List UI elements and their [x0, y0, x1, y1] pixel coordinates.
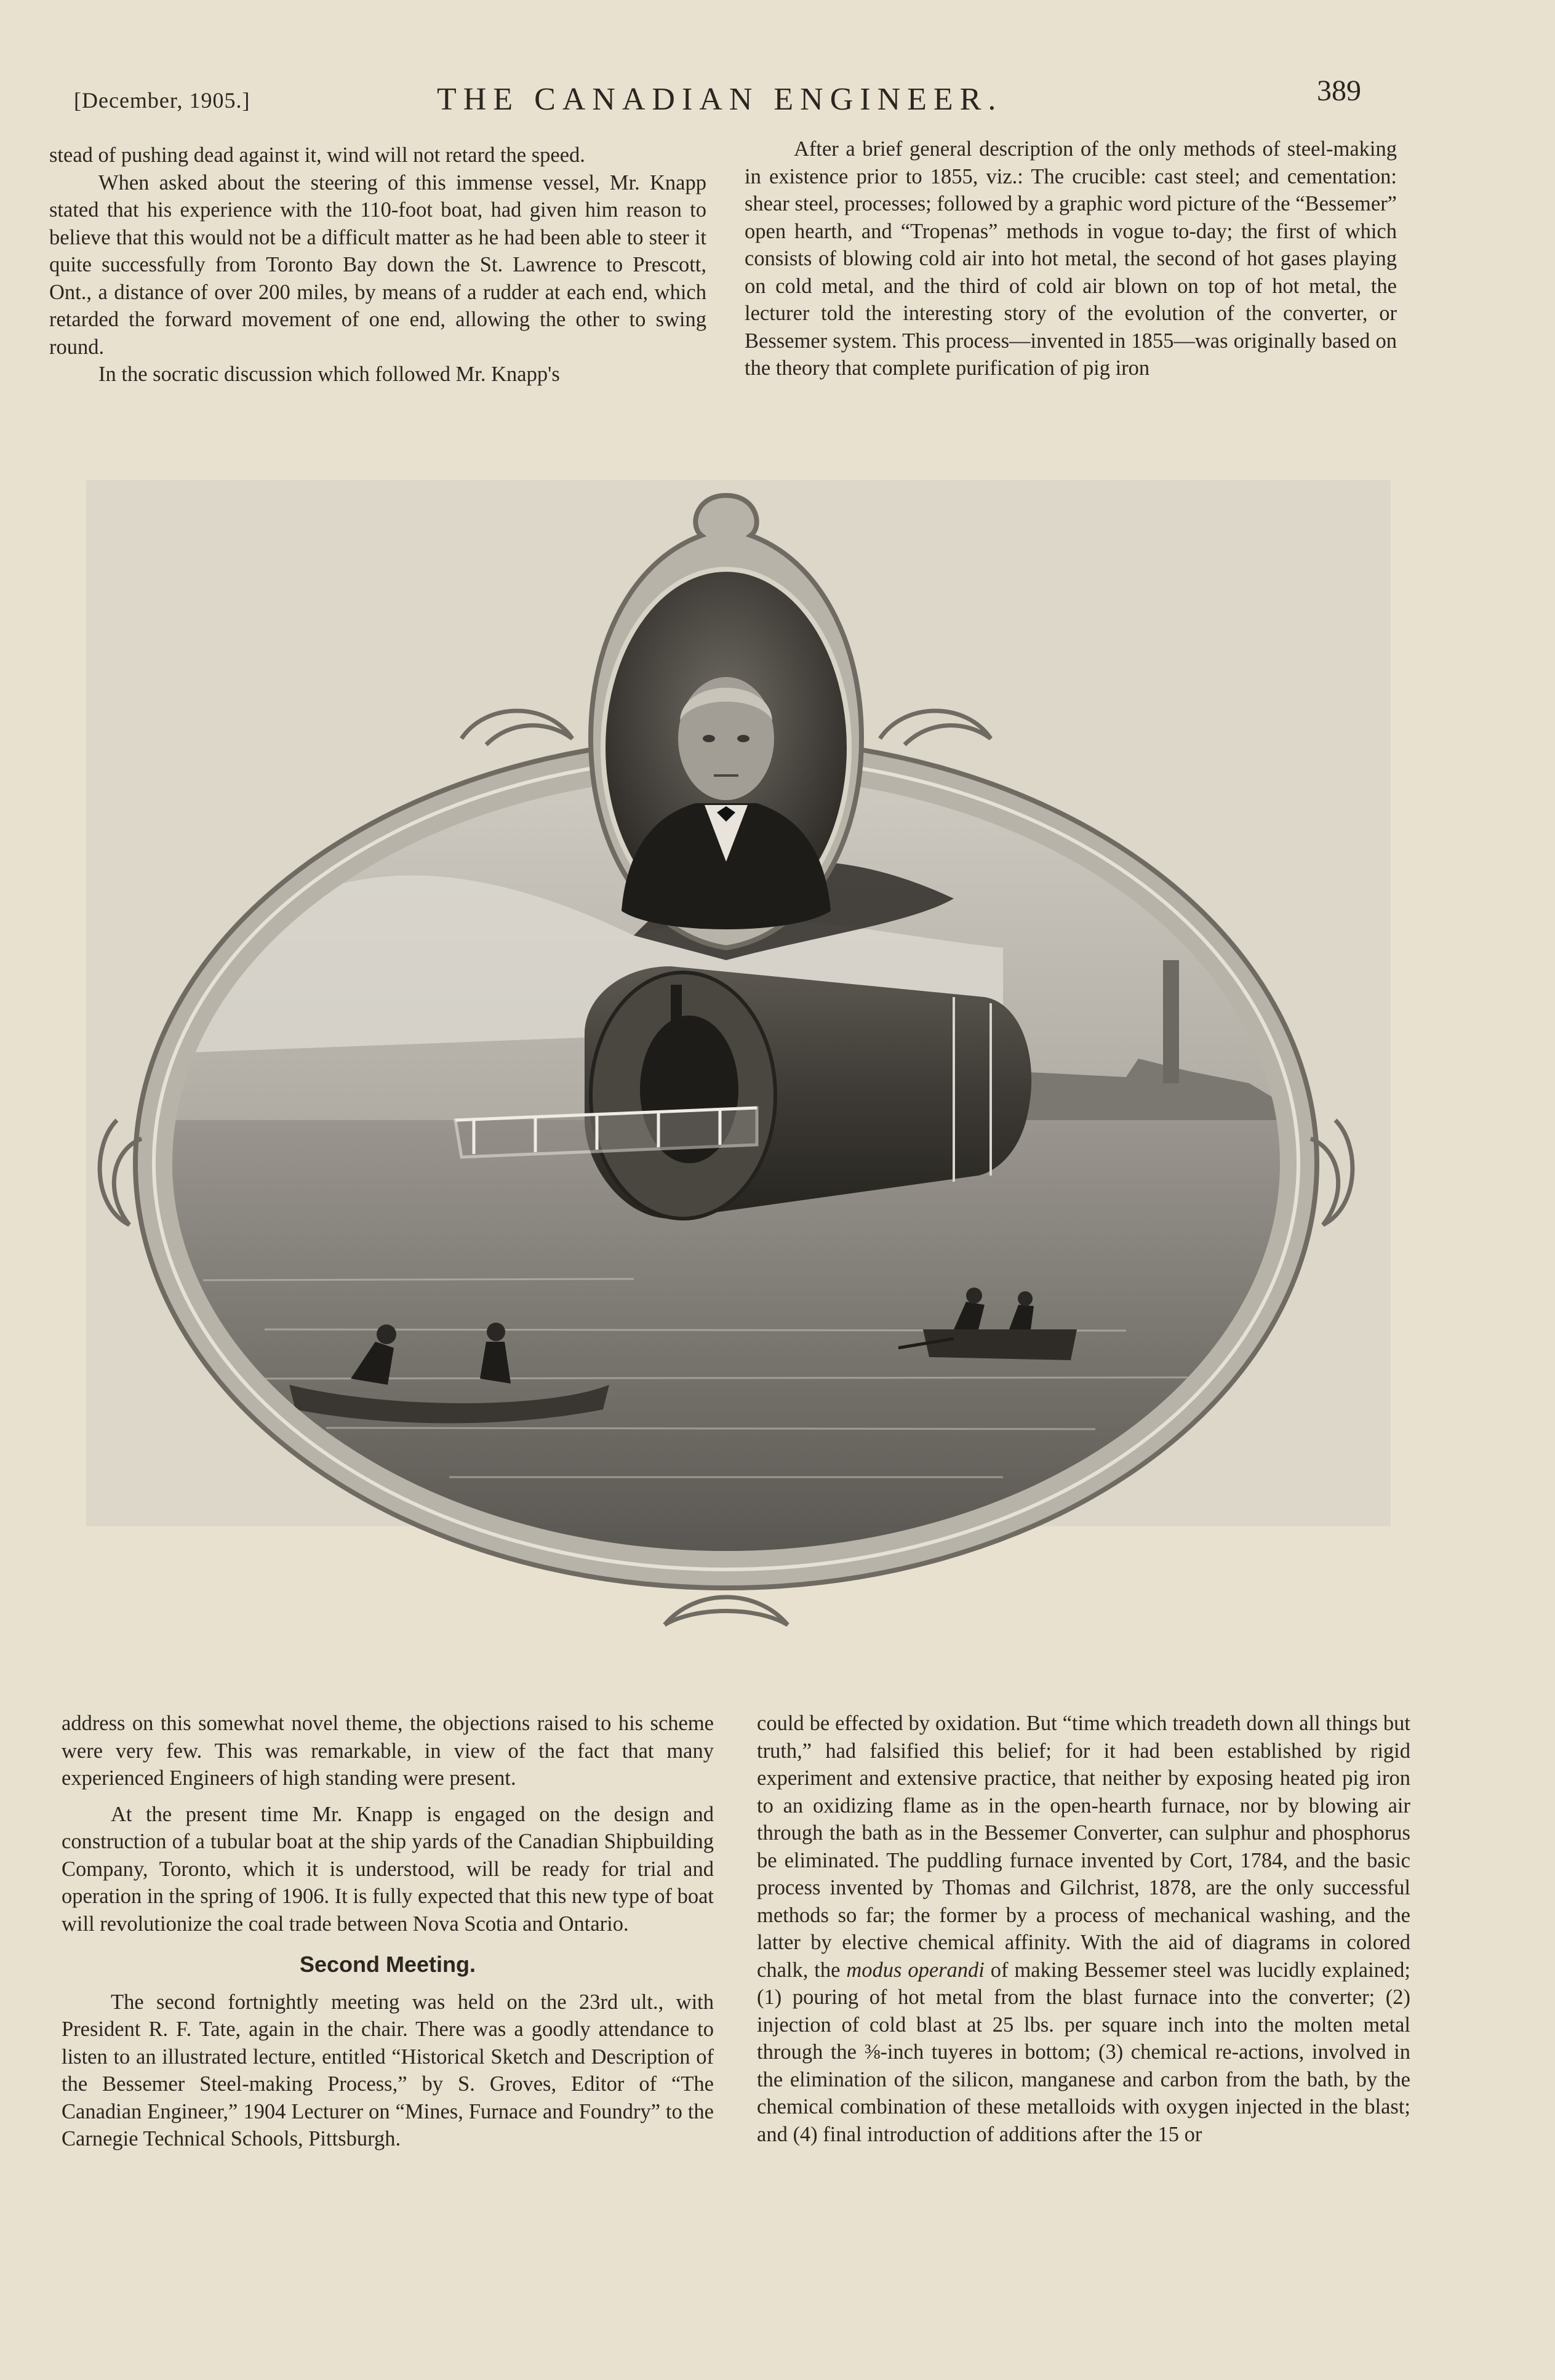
- tubular-boat-illustration: [80, 468, 1397, 1674]
- journal-title: THE CANADIAN ENGINEER.: [437, 82, 1003, 117]
- right-column-bottom: [757, 1710, 1410, 2148]
- text-run: could be effected by oxidation. But “time which treadeth down all things but truth,” had falsified this belief; for it had been established by rigid experiment and extensive practice, that neither by exposing heated pig iron to an oxidizing flame as in the open-hearth furnace, nor by blowing air through the bath as in the Bessemer Converter, can sulphur and phosphorus be eliminated. The puddling furnace invented by Cort, 1784, and the basic process invented by Thomas and Gilchrist, 1878, are the only successful methods so far; the former by a process of mechanical washing, and the latter by elective chemical affinity. With the aid of diagrams in colored chalk, the: [757, 1712, 1410, 1982]
- text-run: of making Bessemer steel was lucidly explained; (1) pouring of hot metal from the blast furnace into the converter; (2) injection of cold blast at 25 lbs. per square inch into the molten metal through the ⅜-inch tuyeres in bottom; (3) chemical re-actions, involved in the elimination of the silicon, manganese and carbon from the bath, by the chemical combination of these metalloids with oxygen injected in the blast; and (4) final introduction of additions after the 15 or: [757, 1958, 1410, 2146]
- right-column-top: [745, 135, 1397, 382]
- paragraph: stead of pushing dead against it, wind will not retard the speed.: [49, 143, 585, 167]
- paragraph: When asked about the steering of this immense vessel, Mr. Knapp stated that his experience with the 110-foot boat, had given him reason to believe that this would not be a difficult matter as he had been able to steer it quite successfully from Toronto Bay down the St. Lawrence to Prescott, Ont., a distance of over 200 miles, by means of a rudder at each end, which retarded the forward movement of one end, allowing the other to swing round.: [49, 170, 706, 359]
- italic-term: modus operandi: [846, 1958, 985, 1982]
- paragraph: After a brief general description of the only methods of steel-making in existence prior to 1855, viz.: The crucible: cast steel; and cementation: shear steel, processes; followed by a graphic word picture of the “Bessemer” open hearth, and “Tropenas” methods in vogue to-day; the first of which consists of blowing cold air into hot metal, the second of hot gases playing on cold metal, and the third of cold air blown on top of hot metal, the lecturer told the interesting story of the evolution of the converter, or Bessemer system. This process—invented in 1855—was originally based on the theory that complete purification of pig iron: [745, 137, 1397, 380]
- paragraph: At the present time Mr. Knapp is engaged on the design and construction of a tubular boat at the ship yards of the Canadian Shipbuilding Company, Toronto, which it is understood, will be ready for trial and operation in the spring of 1906. It is fully expected that this new type of boat will revolutionize the coal trade between Nova Scotia and Ontario.: [62, 1802, 714, 1936]
- portrait-medallion: [591, 495, 861, 948]
- illustration: [80, 468, 1397, 1674]
- page-header: [68, 74, 1391, 129]
- page-number: 389: [1317, 74, 1361, 107]
- section-heading: Second Meeting.: [299, 1952, 476, 1977]
- left-column-bottom: [62, 1710, 714, 2153]
- paragraph: address on this somewhat novel theme, the objections raised to his scheme were very few. This was remarkable, in view of the fact that many experienced Engineers of high standing were present.: [62, 1712, 714, 1790]
- issue-date: [December, 1905.]: [74, 88, 250, 113]
- paragraph: In the socratic discussion which followed Mr. Knapp's: [98, 363, 560, 386]
- paragraph: The second fortnightly meeting was held on the 23rd ult., with President R. F. Tate, again in the chair. There was a goodly attendance to listen to an illustrated lecture, entitled “Historical Sketch and Description of the Bessemer Steel-making Process,” by S. Groves, Editor of “The Canadian Engineer,” 1904 Lecturer on “Mines, Furnace and Foundry” to the Carnegie Technical Schools, Pittsburgh.: [62, 1990, 714, 2150]
- left-column-top: [49, 142, 706, 388]
- paragraph: [757, 1710, 1410, 2148]
- distant-chimney: [1163, 960, 1179, 1083]
